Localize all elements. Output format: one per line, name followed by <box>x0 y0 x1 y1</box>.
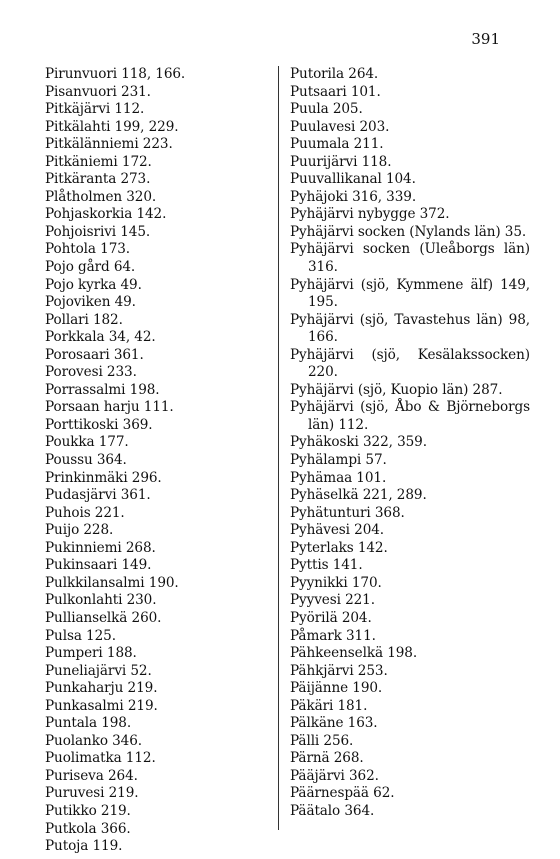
index-entry: Pyhäjärvi (sjö, Åbo & Björneborgs län) 112. <box>290 399 530 433</box>
index-entry: Puurijärvi 118. <box>290 153 392 170</box>
index-entry: Päkäri 181. <box>290 697 368 714</box>
index-entry: Putkola 366. <box>45 820 131 837</box>
index-entry: Punkaharju 219. <box>45 680 158 697</box>
index-entry: Päijänne 190. <box>290 680 383 697</box>
index-entry: Pisanvuori 231. <box>45 83 151 100</box>
index-entry: Puulavesi 203. <box>290 118 390 135</box>
index-entry: Pyhäjärvi nybygge 372. <box>290 206 450 223</box>
index-entry: Pukinniemi 268. <box>45 539 156 556</box>
index-entry: Pyhäjärvi (sjö, Kymmene älf) 149, 195. <box>290 276 530 311</box>
index-entry: Porosaari 361. <box>45 346 144 363</box>
index-entry: Pyyvesi 221. <box>290 592 375 609</box>
index-entry: Pälkäne 163. <box>290 715 378 732</box>
index-entry: Poussu 364. <box>45 452 127 469</box>
index-entry: Pumperi 188. <box>45 645 137 662</box>
index-entry: Pyhäkoski 322, 359. <box>290 434 427 451</box>
index-entry: Puolanko 346. <box>45 732 143 749</box>
index-entry: Punkasalmi 219. <box>45 697 158 714</box>
index-entry: Pyhäjärvi socken (Nylands län) 35. <box>290 223 527 240</box>
index-entry: Pyhälampi 57. <box>290 452 387 469</box>
index-entry: Päätalo 364. <box>290 802 375 819</box>
index-entry: Pohjoisrivi 145. <box>45 223 151 240</box>
index-entry: Pojo gård 64. <box>45 259 136 276</box>
index-entry: Pudasjärvi 361. <box>45 487 151 504</box>
index-entry: Päärnespää 62. <box>290 785 395 802</box>
index-entry: Pyhäjärvi (sjö, Kesälakssocken) 220. <box>290 346 530 381</box>
index-entry: Pulkonlahti 230. <box>45 592 157 609</box>
index-entry: Putoja 119. <box>45 838 123 855</box>
index-entry: Plåtholmen 320. <box>45 188 157 205</box>
index-column-right <box>290 66 530 821</box>
index-entry: Porttikoski 369. <box>45 416 153 433</box>
index-entry: Pyhämaa 101. <box>290 469 387 486</box>
index-entry: Pyhäjärvi socken (Uleåborgs län) 316. <box>290 241 530 276</box>
index-entry: Pitkälänniemi 223. <box>45 136 173 153</box>
index-entry: Puijo 228. <box>45 522 114 539</box>
index-entry: Pyynikki 170. <box>290 574 382 591</box>
index-entry: Pärnä 268. <box>290 750 364 767</box>
index-entry: Pyhäselkä 221, 289. <box>290 487 427 504</box>
index-entry: Pollari 182. <box>45 311 123 328</box>
index-entry: Pitkäranta 273. <box>45 171 151 188</box>
index-entry: Pulsa 125. <box>45 627 116 644</box>
page-number: 391 <box>471 30 500 48</box>
index-entry: Puriseva 264. <box>45 767 138 784</box>
index-entry: Puntala 198. <box>45 715 132 732</box>
index-entry: Pyttis 141. <box>290 557 363 574</box>
index-entry: Poukka 177. <box>45 434 129 451</box>
index-entry: Puumala 211. <box>290 136 384 153</box>
index-entry: Pyhäjärvi (sjö, Kuopio län) 287. <box>290 381 503 398</box>
index-entry: Pukinsaari 149. <box>45 557 152 574</box>
index-entry: Porrassalmi 198. <box>45 381 160 398</box>
index-entry: Pojo kyrka 49. <box>45 276 142 293</box>
index-entry: Puuvallikanal 104. <box>290 171 416 188</box>
index-entry: Pähkjärvi 253. <box>290 662 388 679</box>
index-entry: Pyterlaks 142. <box>290 539 388 556</box>
index-entry: Prinkinmäki 296. <box>45 469 162 486</box>
index-entry: Pyörilä 204. <box>290 609 372 626</box>
index-entry: Puhois 221. <box>45 504 125 521</box>
index-entry: Pulkkilansalmi 190. <box>45 574 179 591</box>
index-entry: Pyhäjärvi (sjö, Tavastehus län) 98, 166. <box>290 311 530 346</box>
index-entry: Porkkala 34, 42. <box>45 329 156 346</box>
index-entry: Porovesi 233. <box>45 364 137 381</box>
index-entry: Pähkeenselkä 198. <box>290 645 418 662</box>
index-entry: Puneliajärvi 52. <box>45 662 152 679</box>
index-entry: Påmark 311. <box>290 627 376 644</box>
index-entry: Pohjaskorkia 142. <box>45 206 167 223</box>
index-entry: Pyhävesi 204. <box>290 522 385 539</box>
index-column-left <box>45 66 270 856</box>
index-entry: Pohtola 173. <box>45 241 131 258</box>
index-entry: Putikko 219. <box>45 802 131 819</box>
index-entry: Pitkälahti 199, 229. <box>45 118 179 135</box>
index-entry: Puolimatka 112. <box>45 750 156 767</box>
index-entry: Pitkäniemi 172. <box>45 153 152 170</box>
index-entry: Pyhätunturi 368. <box>290 504 405 521</box>
index-entry: Puruvesi 219. <box>45 785 139 802</box>
index-entry: Pälli 256. <box>290 732 354 749</box>
index-entry: Pojoviken 49. <box>45 294 136 311</box>
index-entry: Putorila 264. <box>290 66 379 82</box>
index-entry: Pyhäjoki 316, 339. <box>290 188 417 205</box>
index-entry: Putsaari 101. <box>290 83 381 100</box>
index-entry: Porsaan harju 111. <box>45 399 174 416</box>
index-entry: Pirunvuori 118, 166. <box>45 66 186 82</box>
index-entry: Puula 205. <box>290 101 363 118</box>
index-entry: Pitkäjärvi 112. <box>45 101 145 118</box>
index-entry: Pullianselkä 260. <box>45 609 162 626</box>
column-divider <box>278 66 279 830</box>
index-entry: Pääjärvi 362. <box>290 767 379 784</box>
